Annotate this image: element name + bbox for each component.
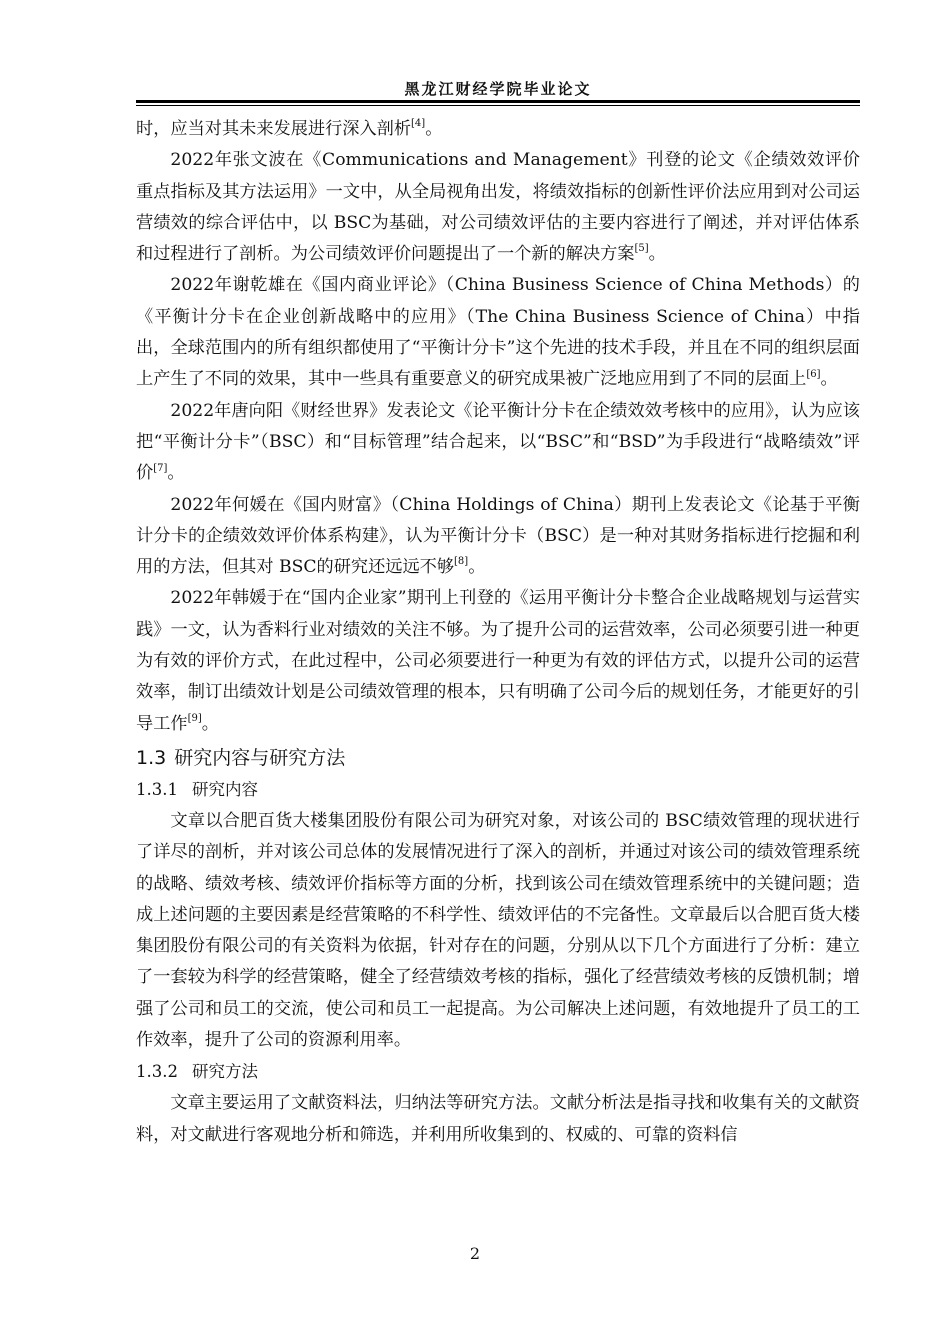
section-heading-1-3-2: 1.3.2 研究方法 <box>136 1062 258 1082</box>
section-heading-1-3-1: 1.3.1 研究内容 <box>136 779 258 799</box>
section-heading-1-3: 1.3 研究内容与研究方法 <box>136 746 346 769</box>
paragraph-continuation: 时，应当对其未来发展进行深入剖析[4]。 <box>136 118 443 139</box>
citation-ref: [7] <box>153 462 168 474</box>
paragraph-han-yuanyu: 2022年韩媛于在“国内企业家”期刊上刊登的《运用平衡计分卡整合企业战略规划与运营实践》一文，认为香料行业对绩效的关注不够。为了提升公司的运营效率，公司必须要引进一种更为有效的评价方式，在此过程中，公司必须要进行一种更为有效的评估方式，以提升公司的运营效率，制订出绩效计划是公司绩效管理的根本，只有明确了公司今后的规划任务，才能更好的引导工作[9]。 <box>136 588 860 734</box>
paragraph-research-method: 文章主要运用了文献资料法，归纳法等研究方法。文献分析法是指寻找和收集有关的文献资料，对文献进行客观地分析和筛选，并利用所收集到的、权威的、可靠的资料信 <box>136 1093 860 1145</box>
header-rule-thick <box>136 100 860 103</box>
paragraph-xie-qianxiong: 2022年谢乾雄在《国内商业评论》（China Business Science of China Methods）的《平衡计分卡在企业创新战略中的应用》（The China Business Science of China）中指出，全球范围内的所有组织都使用了“平衡计分卡”这个先进的技术手段，并且在不同的组织层面上产生了不同的效果，其中一些具有重要意义的研究成果被广泛地应用到了不同的层面上[6]。 <box>136 275 860 390</box>
citation-ref: [5] <box>634 243 649 255</box>
paragraph-zhang-wenbo: 2022年张文波在《Communications and Management》刊登的论文《企绩效效评价重点指标及其方法运用》一文中，从全局视角出发，将绩效指标的创新性评价法应用到对公司运营绩效的综合评估中，以 BSC为基础，对公司绩效评估的主要内容进行了阐述，并对评估体系和过程进行了剖析。为公司绩效评价问题提出了一个新的解决方案[5]。 <box>136 150 860 265</box>
paragraph-he-yuan: 2022年何媛在《国内财富》（China Holdings of China）期刊上发表论文《论基于平衡计分卡的企绩效效评价体系构建》，认为平衡计分卡（BSC）是一种对其财务指标进行挖掘和利用的方法，但其对 BSC的研究还远远不够[8]。 <box>136 494 860 578</box>
paragraph-tang-xiangyang: 2022年唐向阳《财经世界》发表论文《论平衡计分卡在企绩效效考核中的应用》，认为应该把“平衡计分卡”（BSC）和“目标管理”结合起来，以“BSC”和“BSD”为手段进行“战略绩效”评价[7]。 <box>136 400 860 484</box>
paragraph-research-content: 文章以合肥百货大楼集团股份有限公司为研究对象，对该公司的 BSC绩效管理的现状进行了详尽的剖析，并对该公司总体的发展情况进行了深入的剖析，并通过对该公司的绩效管理系统的战略、绩效考核、绩效评价指标等方面的分析，找到该公司在绩效管理系统中的关键问题；造成上述问题的主要因素是经营策略的不科学性、绩效评估的不完备性。文章最后以合肥百货大楼集团股份有限公司的有关资料为依据，针对存在的问题，分别从以下几个方面进行了分析：建立了一套较为科学的经营策略，健全了经营绩效考核的指标，强化了经营绩效考核的反馈机制；增强了公司和员工的交流，使公司和员工一起提高。为公司解决上述问题，有效地提升了员工的工作效率，提升了公司的资源利用率。 <box>136 810 860 1051</box>
page-header-title: 黑龙江财经学院毕业论文 <box>404 80 592 98</box>
header-rule-thin <box>136 105 860 106</box>
page-number: 2 <box>469 1244 481 1263</box>
document-body <box>136 114 860 1151</box>
citation-ref: [4] <box>411 118 426 130</box>
citation-ref: [8] <box>454 556 469 568</box>
citation-ref: [6] <box>806 368 821 380</box>
citation-ref: [9] <box>187 712 202 724</box>
